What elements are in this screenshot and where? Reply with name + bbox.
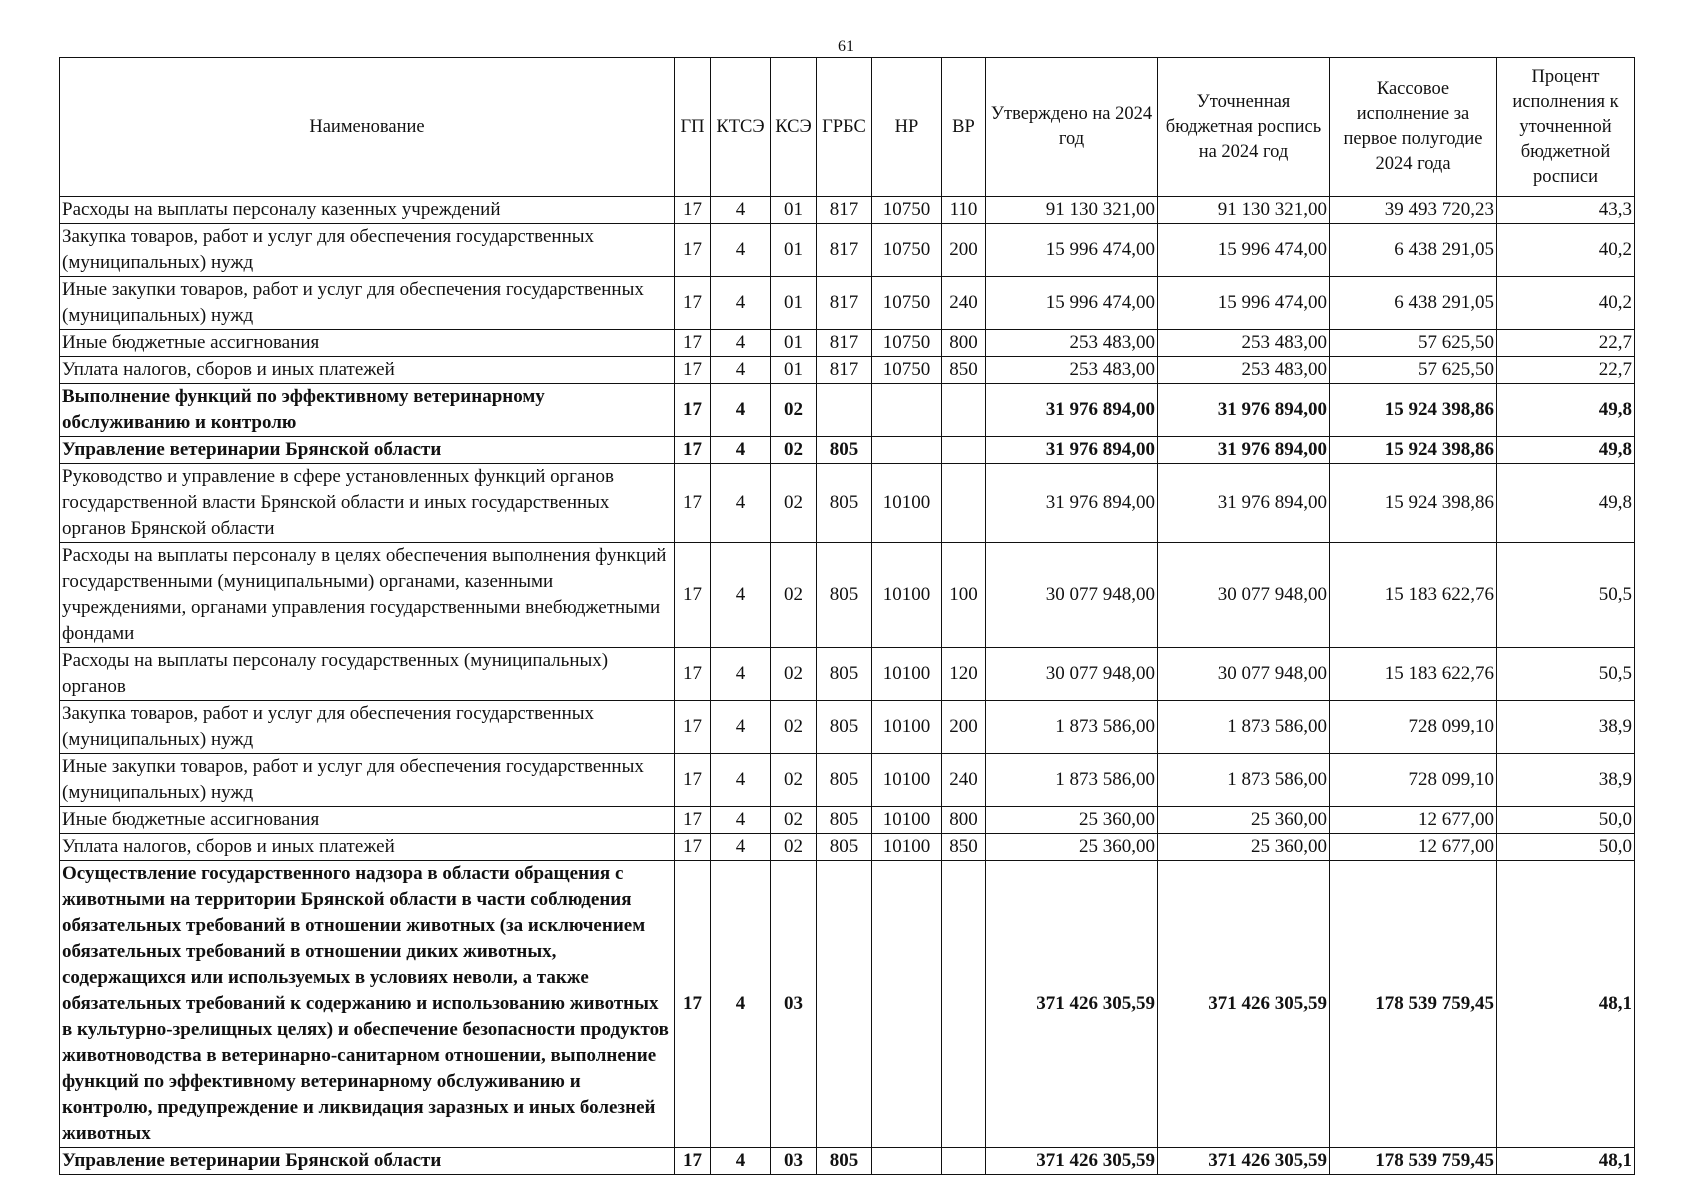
header-grbs: ГРБС [817, 58, 872, 197]
cell-approved: 25 360,00 [986, 834, 1158, 861]
cell-gp: 17 [675, 384, 711, 437]
cell-kse: 03 [771, 861, 817, 1148]
cell-cash: 728 099,10 [1330, 701, 1497, 754]
cell-cash: 12 677,00 [1330, 834, 1497, 861]
cell-refined: 31 976 894,00 [1158, 437, 1330, 464]
cell-gp: 17 [675, 197, 711, 224]
cell-percent: 40,2 [1497, 277, 1635, 330]
cell-ktse: 4 [711, 754, 771, 807]
cell-name: Иные бюджетные ассигнования [60, 807, 675, 834]
header-ktse: КТСЭ [711, 58, 771, 197]
cell-kse: 02 [771, 701, 817, 754]
cell-percent: 43,3 [1497, 197, 1635, 224]
cell-cash: 728 099,10 [1330, 754, 1497, 807]
table-row [60, 861, 1635, 1148]
cell-grbs: 817 [817, 277, 872, 330]
cell-ktse: 4 [711, 543, 771, 648]
cell-kse: 02 [771, 807, 817, 834]
page-number: 61 [838, 38, 854, 55]
cell-cash: 57 625,50 [1330, 357, 1497, 384]
cell-nr: 10100 [872, 754, 942, 807]
cell-refined: 31 976 894,00 [1158, 464, 1330, 543]
cell-grbs: 817 [817, 330, 872, 357]
cell-refined: 31 976 894,00 [1158, 384, 1330, 437]
table-row [60, 277, 1635, 330]
cell-approved: 30 077 948,00 [986, 543, 1158, 648]
cell-percent: 22,7 [1497, 330, 1635, 357]
table-row [60, 543, 1635, 648]
cell-percent: 49,8 [1497, 384, 1635, 437]
cell-gp: 17 [675, 224, 711, 277]
cell-percent: 49,8 [1497, 464, 1635, 543]
cell-ktse: 4 [711, 1148, 771, 1175]
cell-gp: 17 [675, 648, 711, 701]
table-row [60, 648, 1635, 701]
cell-vr: 110 [942, 197, 986, 224]
cell-grbs: 805 [817, 1148, 872, 1175]
cell-kse: 02 [771, 543, 817, 648]
cell-name: Иные закупки товаров, работ и услуг для обеспечения государственных (муниципальных) нужд [60, 754, 675, 807]
cell-vr: 850 [942, 357, 986, 384]
cell-nr: 10750 [872, 224, 942, 277]
cell-refined: 15 996 474,00 [1158, 277, 1330, 330]
table-row [60, 807, 1635, 834]
cell-approved: 371 426 305,59 [986, 1148, 1158, 1175]
cell-nr [872, 437, 942, 464]
cell-nr: 10750 [872, 197, 942, 224]
cell-vr [942, 1148, 986, 1175]
cell-name: Расходы на выплаты персоналу государственных (муниципальных) органов [60, 648, 675, 701]
cell-gp: 17 [675, 754, 711, 807]
cell-approved: 1 873 586,00 [986, 754, 1158, 807]
cell-cash: 39 493 720,23 [1330, 197, 1497, 224]
cell-percent: 40,2 [1497, 224, 1635, 277]
cell-ktse: 4 [711, 224, 771, 277]
cell-nr: 10750 [872, 277, 942, 330]
cell-refined: 30 077 948,00 [1158, 648, 1330, 701]
cell-refined: 1 873 586,00 [1158, 754, 1330, 807]
cell-name: Расходы на выплаты персоналу казенных учреждений [60, 197, 675, 224]
table-row [60, 224, 1635, 277]
cell-kse: 02 [771, 648, 817, 701]
cell-grbs [817, 384, 872, 437]
cell-approved: 31 976 894,00 [986, 437, 1158, 464]
cell-grbs: 805 [817, 807, 872, 834]
budget-table [59, 57, 1635, 1175]
cell-name: Выполнение функций по эффективному ветеринарному обслуживанию и контролю [60, 384, 675, 437]
cell-ktse: 4 [711, 330, 771, 357]
cell-gp: 17 [675, 330, 711, 357]
cell-cash: 6 438 291,05 [1330, 277, 1497, 330]
cell-ktse: 4 [711, 464, 771, 543]
cell-grbs: 805 [817, 648, 872, 701]
cell-refined: 371 426 305,59 [1158, 1148, 1330, 1175]
cell-name: Иные закупки товаров, работ и услуг для обеспечения государственных (муниципальных) нужд [60, 277, 675, 330]
cell-refined: 15 996 474,00 [1158, 224, 1330, 277]
cell-refined: 25 360,00 [1158, 834, 1330, 861]
cell-vr: 800 [942, 330, 986, 357]
cell-name: Уплата налогов, сборов и иных платежей [60, 834, 675, 861]
cell-gp: 17 [675, 807, 711, 834]
cell-percent: 38,9 [1497, 701, 1635, 754]
cell-kse: 02 [771, 384, 817, 437]
table-row [60, 464, 1635, 543]
cell-name: Иные бюджетные ассигнования [60, 330, 675, 357]
cell-kse: 02 [771, 437, 817, 464]
cell-approved: 15 996 474,00 [986, 224, 1158, 277]
cell-percent: 22,7 [1497, 357, 1635, 384]
cell-cash: 15 183 622,76 [1330, 648, 1497, 701]
budget-table-container [59, 57, 1634, 1175]
cell-ktse: 4 [711, 437, 771, 464]
cell-vr: 120 [942, 648, 986, 701]
cell-name: Руководство и управление в сфере установленных функций органов государственной власти Брянской области и иных государственных органов Брянской области [60, 464, 675, 543]
cell-nr: 10100 [872, 648, 942, 701]
cell-cash: 15 924 398,86 [1330, 464, 1497, 543]
header-nr: НР [872, 58, 942, 197]
cell-cash: 178 539 759,45 [1330, 861, 1497, 1148]
cell-refined: 371 426 305,59 [1158, 861, 1330, 1148]
cell-grbs: 817 [817, 197, 872, 224]
cell-kse: 01 [771, 224, 817, 277]
cell-vr: 240 [942, 277, 986, 330]
cell-gp: 17 [675, 834, 711, 861]
cell-ktse: 4 [711, 197, 771, 224]
cell-grbs: 817 [817, 224, 872, 277]
cell-vr [942, 384, 986, 437]
cell-nr [872, 1148, 942, 1175]
cell-approved: 31 976 894,00 [986, 464, 1158, 543]
cell-refined: 30 077 948,00 [1158, 543, 1330, 648]
cell-kse: 01 [771, 277, 817, 330]
cell-vr: 100 [942, 543, 986, 648]
table-row [60, 384, 1635, 437]
cell-name: Уплата налогов, сборов и иных платежей [60, 357, 675, 384]
header-name: Наименование [60, 58, 675, 197]
cell-ktse: 4 [711, 277, 771, 330]
cell-gp: 17 [675, 277, 711, 330]
cell-vr [942, 464, 986, 543]
table-row [60, 330, 1635, 357]
cell-approved: 15 996 474,00 [986, 277, 1158, 330]
cell-grbs: 805 [817, 437, 872, 464]
cell-percent: 50,0 [1497, 834, 1635, 861]
cell-approved: 253 483,00 [986, 330, 1158, 357]
cell-kse: 03 [771, 1148, 817, 1175]
cell-gp: 17 [675, 701, 711, 754]
cell-cash: 15 924 398,86 [1330, 437, 1497, 464]
cell-percent: 48,1 [1497, 1148, 1635, 1175]
cell-vr: 800 [942, 807, 986, 834]
cell-ktse: 4 [711, 384, 771, 437]
cell-name: Управление ветеринарии Брянской области [60, 437, 675, 464]
cell-ktse: 4 [711, 701, 771, 754]
cell-cash: 12 677,00 [1330, 807, 1497, 834]
cell-kse: 02 [771, 834, 817, 861]
cell-grbs: 805 [817, 754, 872, 807]
cell-refined: 253 483,00 [1158, 330, 1330, 357]
cell-name: Управление ветеринарии Брянской области [60, 1148, 675, 1175]
cell-vr: 850 [942, 834, 986, 861]
cell-kse: 02 [771, 754, 817, 807]
table-row [60, 357, 1635, 384]
cell-approved: 31 976 894,00 [986, 384, 1158, 437]
cell-ktse: 4 [711, 807, 771, 834]
header-cash: Кассовое исполнение за первое полугодие 2024 года [1330, 58, 1497, 197]
cell-cash: 178 539 759,45 [1330, 1148, 1497, 1175]
cell-ktse: 4 [711, 861, 771, 1148]
table-row [60, 437, 1635, 464]
cell-gp: 17 [675, 464, 711, 543]
cell-nr: 10100 [872, 701, 942, 754]
cell-nr [872, 384, 942, 437]
cell-gp: 17 [675, 1148, 711, 1175]
header-percent: Процент исполнения к уточненной бюджетной росписи [1497, 58, 1635, 197]
cell-approved: 91 130 321,00 [986, 197, 1158, 224]
table-row [60, 1148, 1635, 1175]
cell-name: Закупка товаров, работ и услуг для обеспечения государственных (муниципальных) нужд [60, 701, 675, 754]
cell-kse: 01 [771, 330, 817, 357]
cell-nr: 10100 [872, 834, 942, 861]
cell-cash: 15 183 622,76 [1330, 543, 1497, 648]
cell-vr: 200 [942, 701, 986, 754]
cell-nr [872, 861, 942, 1148]
cell-cash: 57 625,50 [1330, 330, 1497, 357]
header-approved: Утверждено на 2024 год [986, 58, 1158, 197]
cell-nr: 10100 [872, 543, 942, 648]
cell-gp: 17 [675, 437, 711, 464]
cell-cash: 15 924 398,86 [1330, 384, 1497, 437]
cell-gp: 17 [675, 543, 711, 648]
cell-vr: 240 [942, 754, 986, 807]
cell-gp: 17 [675, 357, 711, 384]
cell-approved: 371 426 305,59 [986, 861, 1158, 1148]
cell-kse: 02 [771, 464, 817, 543]
cell-nr: 10750 [872, 357, 942, 384]
cell-vr [942, 861, 986, 1148]
cell-cash: 6 438 291,05 [1330, 224, 1497, 277]
cell-refined: 91 130 321,00 [1158, 197, 1330, 224]
cell-nr: 10750 [872, 330, 942, 357]
cell-name: Закупка товаров, работ и услуг для обеспечения государственных (муниципальных) нужд [60, 224, 675, 277]
cell-approved: 30 077 948,00 [986, 648, 1158, 701]
table-row [60, 701, 1635, 754]
cell-grbs: 805 [817, 464, 872, 543]
table-row [60, 197, 1635, 224]
cell-nr: 10100 [872, 807, 942, 834]
cell-grbs: 805 [817, 834, 872, 861]
cell-percent: 38,9 [1497, 754, 1635, 807]
cell-refined: 253 483,00 [1158, 357, 1330, 384]
cell-vr [942, 437, 986, 464]
cell-name: Осуществление государственного надзора в области обращения с животными на территории Брянской области в части соблюдения обязательных требований в отношении животных (за исключением обязательных требований в отношении диких животных, содержащихся или используемых в условиях неволи, а также обязательных требований к содержанию и использованию животных в культурно-зрелищных целях) и обеспечение безопасности продуктов животноводства в ветеринарно-санитарном отношении, выполнение функций по эффективному ветеринарному обслуживанию и контролю, предупреждение и ликвидация заразных и иных болезней животных [60, 861, 675, 1148]
cell-approved: 253 483,00 [986, 357, 1158, 384]
header-gp: ГП [675, 58, 711, 197]
cell-refined: 1 873 586,00 [1158, 701, 1330, 754]
cell-percent: 50,5 [1497, 648, 1635, 701]
cell-percent: 50,5 [1497, 543, 1635, 648]
table-row [60, 754, 1635, 807]
header-vr: ВР [942, 58, 986, 197]
cell-ktse: 4 [711, 834, 771, 861]
table-body [60, 197, 1635, 1175]
cell-percent: 50,0 [1497, 807, 1635, 834]
cell-grbs: 805 [817, 543, 872, 648]
cell-refined: 25 360,00 [1158, 807, 1330, 834]
cell-ktse: 4 [711, 357, 771, 384]
cell-kse: 01 [771, 197, 817, 224]
cell-percent: 48,1 [1497, 861, 1635, 1148]
cell-nr: 10100 [872, 464, 942, 543]
cell-kse: 01 [771, 357, 817, 384]
cell-grbs: 805 [817, 701, 872, 754]
cell-approved: 25 360,00 [986, 807, 1158, 834]
cell-grbs: 817 [817, 357, 872, 384]
cell-ktse: 4 [711, 648, 771, 701]
table-header-row [60, 58, 1635, 197]
cell-approved: 1 873 586,00 [986, 701, 1158, 754]
table-row [60, 834, 1635, 861]
cell-name: Расходы на выплаты персоналу в целях обеспечения выполнения функций государственными (муниципальными) органами, казенными учреждениями, органами управления государственными внебюджетными фондами [60, 543, 675, 648]
cell-grbs [817, 861, 872, 1148]
header-kse: КСЭ [771, 58, 817, 197]
cell-gp: 17 [675, 861, 711, 1148]
header-refined: Уточненная бюджетная роспись на 2024 год [1158, 58, 1330, 197]
cell-vr: 200 [942, 224, 986, 277]
cell-percent: 49,8 [1497, 437, 1635, 464]
